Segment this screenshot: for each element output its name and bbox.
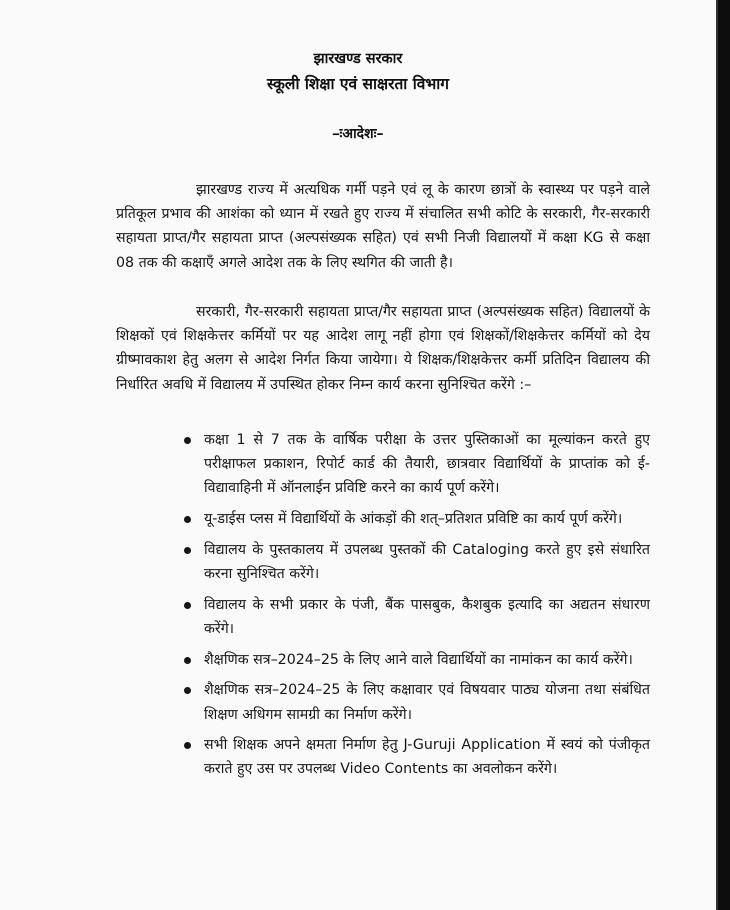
- list-item-text: सभी शिक्षक अपने क्षमता निर्माण हेतु J-Guruji Application में स्वयं को पंजीकृत कराते हुए उस पर उपलब्ध Video Contents का अवलोकन करेंगे।: [204, 737, 650, 778]
- list-item: [150, 648, 650, 672]
- bullet-dot-icon: [184, 657, 191, 664]
- bullet-dot-icon: [184, 742, 191, 749]
- list-item-text: कक्षा 1 से 7 तक के वार्षिक परीक्षा के उत्तर पुस्तिकाओं का मूल्यांकन करते हुए परीक्षाफल प्रकाशन, रिपोर्ट कार्ड की तैयारी, छात्रवार विद्यार्थियों के प्राप्तांक को ई-विद्यावाहिनी में ऑनलाईन प्रविष्टि करने का कार्य पूर्ण करेंगे।: [204, 432, 650, 497]
- list-item-text: विद्यालय के सभी प्रकार के पंजी, बैंक पासबुक, कैशबुक इत्यादि का अद्यतन संधारण करेंगे।: [204, 596, 650, 637]
- paragraph-school-closure: झारखण्ड राज्य में अत्यधिक गर्मी पड़ने एवं लू के कारण छात्रों के स्वास्थ्य पर पड़ने वाले प्रतिकूल प्रभाव की आशंका को ध्यान में रखते हुए राज्य में संचालित सभी कोटि के सरकारी, गैर-सरकारी सहायता प्राप्त/गैर सहायता प्राप्त (अल्पसंख्यक सहित) एवं सभी निजी विद्यालयों में कक्षा KG से कक्षा 08 तक की कक्षाएँ अगले आदेश तक के लिए स्थगित की जाती है।: [116, 182, 650, 271]
- department-heading: स्कूली शिक्षा एवं साक्षरता विभाग: [267, 75, 449, 93]
- list-item-text: शैक्षणिक सत्र–2024–25 के लिए कक्षावार एवं विषयवार पाठ्य योजना तथा संबंधित शिक्षण अधिगम सामग्री का निर्माण करेंगे।: [204, 682, 650, 723]
- order-title: –ःआदेशः–: [332, 126, 384, 142]
- list-item: [150, 507, 650, 531]
- list-item: [150, 593, 650, 641]
- bullet-dot-icon: [184, 687, 191, 694]
- bullet-dot-icon: [184, 547, 191, 554]
- bullet-dot-icon: [184, 602, 191, 609]
- bullet-dot-icon: [184, 437, 191, 444]
- list-item: [150, 733, 650, 781]
- bullet-dot-icon: [184, 516, 191, 523]
- duty-list: [150, 428, 650, 788]
- list-item: [150, 428, 650, 501]
- list-item: [150, 538, 650, 586]
- government-heading: झारखण्ड सरकार: [313, 51, 403, 67]
- photo-dark-edge: [718, 0, 730, 910]
- list-item: [150, 678, 650, 726]
- list-item-text: विद्यालय के पुस्तकालय में उपलब्ध पुस्तकों की Cataloging करते हुए इसे संधारित करना सुनिश्चित करेंगे।: [204, 541, 650, 583]
- list-item-text: यू-डाईस प्लस में विद्यार्थियों के आंकड़ों की शत्–प्रतिशत प्रविष्टि का कार्य पूर्ण करेंगे।: [204, 511, 623, 528]
- paragraph-teacher-duties: सरकारी, गैर-सरकारी सहायता प्राप्त/गैर सहायता प्राप्त (अल्पसंख्यक सहित) विद्यालयों के शिक्षकों एवं शिक्षकेत्तर कर्मियों पर यह आदेश लागू नहीं होगा एवं शिक्षकों/शिक्षकेत्तर कर्मियों को देय ग्रीष्मावकाश हेतु अलग से आदेश निर्गत किया जायेगा। ये शिक्षक/शिक्षकेत्तर कर्मी प्रतिदिन विद्यालय की निर्धारित अवधि में विद्यालय में उपस्थित होकर निम्न कार्य करना सुनिश्चित करेंगे :–: [116, 304, 650, 393]
- list-item-text: शैक्षणिक सत्र–2024–25 के लिए आने वाले विद्यार्थियों का नामांकन का कार्य करेंगे।: [204, 651, 633, 668]
